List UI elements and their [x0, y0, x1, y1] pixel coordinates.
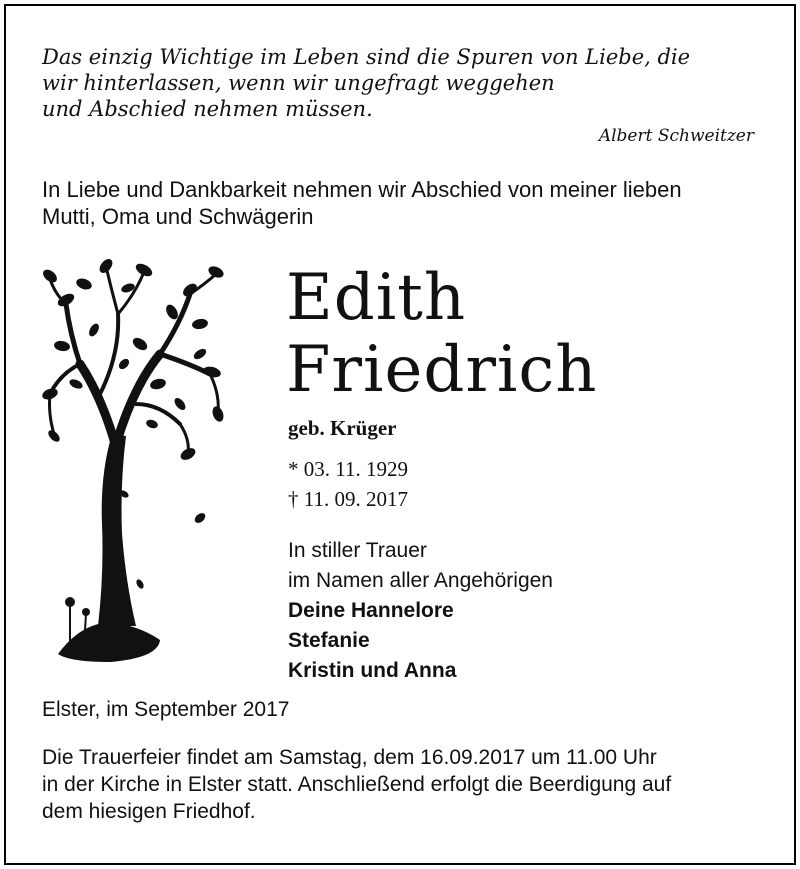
- quote-line: und Abschied nehmen müssen.: [42, 97, 373, 121]
- intro-line: Mutti, Oma und Schwägerin: [42, 204, 314, 229]
- mourners: [288, 536, 553, 686]
- birth-name: geb. Krüger: [288, 416, 397, 440]
- funeral-info: [42, 744, 772, 825]
- quote-author: Albert Schweitzer: [598, 126, 754, 146]
- quote-line: wir hinterlassen, wenn wir ungefragt weggehen: [42, 71, 555, 95]
- first-name: Edith: [286, 261, 467, 335]
- mourner-name: Deine Hannelore: [288, 599, 454, 622]
- quote-line: Das einzig Wichtige im Leben sind die Spuren von Liebe, die: [42, 45, 691, 69]
- deceased-name: [286, 262, 597, 406]
- quote: [42, 44, 762, 122]
- funeral-line: Die Trauerfeier findet am Samstag, dem 16.09.2017 um 11.00 Uhr: [42, 746, 657, 769]
- funeral-line: in der Kirche in Elster statt. Anschließend erfolgt die Beerdigung auf: [42, 773, 672, 796]
- mourners-line: im Namen aller Angehörigen: [288, 569, 553, 592]
- place-date: Elster, im September 2017: [42, 698, 290, 721]
- funeral-line: dem hiesigen Friedhof.: [42, 800, 256, 823]
- life-dates: [288, 454, 408, 514]
- mourner-name: Stefanie: [288, 629, 370, 652]
- death-date: † 11. 09. 2017: [288, 487, 408, 511]
- mourner-name: Kristin und Anna: [288, 659, 457, 682]
- last-name: Friedrich: [286, 333, 598, 407]
- birth-date: * 03. 11. 1929: [288, 457, 408, 481]
- tree-icon: [40, 254, 230, 674]
- mourners-line: In stiller Trauer: [288, 539, 427, 562]
- intro-line: In Liebe und Dankbarkeit nehmen wir Abschied von meiner lieben: [42, 177, 682, 202]
- intro-text: [42, 176, 772, 230]
